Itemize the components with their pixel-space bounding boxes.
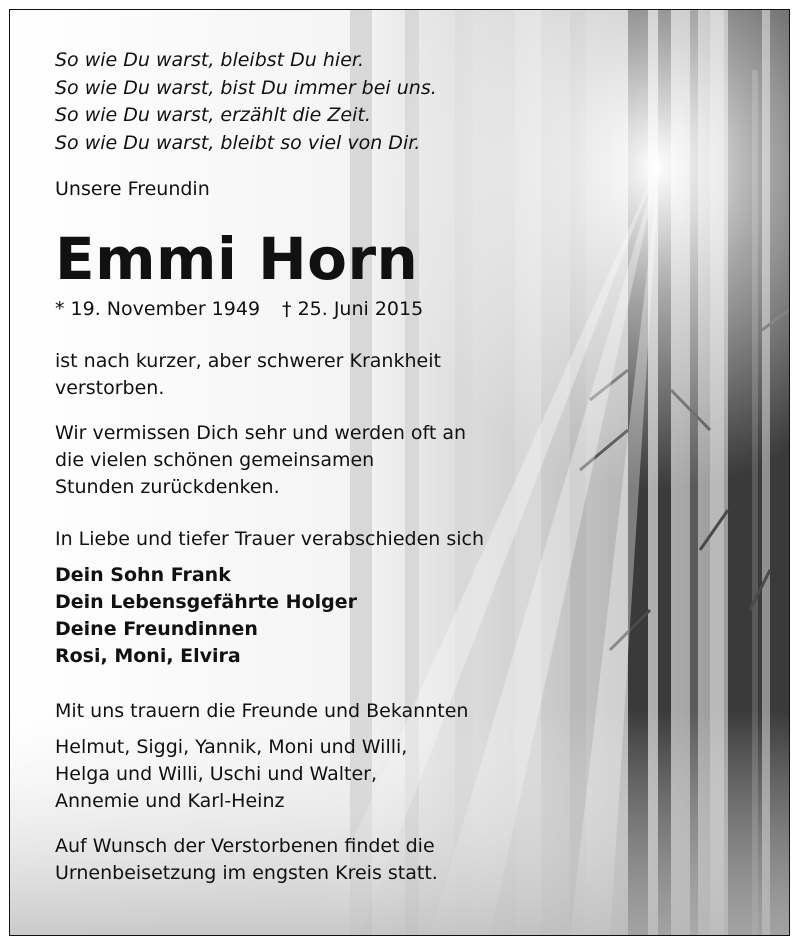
birth-date: * 19. November 1949 [55, 298, 261, 320]
deceased-name: Emmi Horn [55, 225, 419, 293]
life-dates [55, 296, 423, 323]
friend-line: Helga und Willi, Uschi und Walter, [55, 763, 378, 785]
mourner: Dein Sohn Frank [55, 564, 231, 586]
friend-line: Helmut, Siggi, Yannik, Moni und Willi, [55, 736, 408, 758]
passing-line: ist nach kurzer, aber schwerer Krankheit [55, 350, 441, 372]
closing-line: Auf Wunsch der Verstorbenen findet die [55, 835, 435, 857]
poem-line: So wie Du warst, bleibst Du hier. [55, 49, 364, 71]
miss-line: Stunden zurückdenken. [55, 476, 280, 498]
intro-text: Unsere Freundin [55, 178, 210, 200]
closing-line: Urnenbeisetzung im engsten Kreis statt. [55, 862, 438, 884]
farewell-intro: In Liebe und tiefer Trauer verabschieden sich [55, 528, 485, 550]
death-date: † 25. Juni 2015 [282, 298, 424, 320]
obituary-card [9, 9, 790, 936]
miss-line: Wir vermissen Dich sehr und werden oft an [55, 422, 467, 444]
poem-line: So wie Du warst, erzählt die Zeit. [55, 104, 371, 126]
poem [55, 47, 437, 157]
poem-line: So wie Du warst, bleibt so viel von Dir. [55, 131, 421, 154]
poem-line: So wie Du warst, bist Du immer bei uns. [55, 76, 437, 99]
passing-line: verstorben. [55, 377, 165, 399]
miss-line: die vielen schönen gemeinsamen [55, 449, 375, 471]
friend-line: Annemie und Karl-Heinz [55, 790, 285, 812]
mourner: Rosi, Moni, Elvira [55, 645, 241, 667]
mourner: Dein Lebensgefährte Holger [55, 591, 358, 613]
friends-intro: Mit uns trauern die Freunde und Bekannten [55, 700, 469, 722]
mourner: Deine Freundinnen [55, 618, 258, 640]
